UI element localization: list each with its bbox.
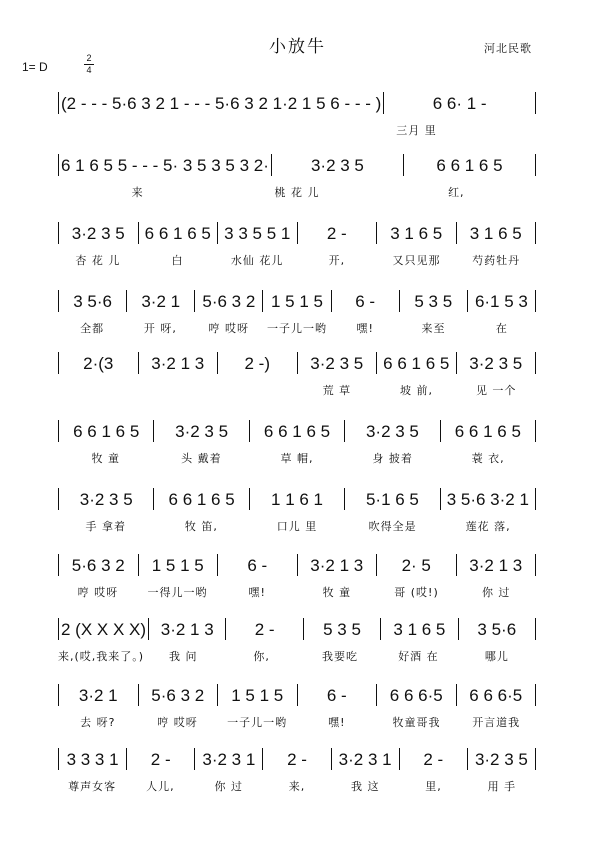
measure: 3·2 3 5 bbox=[474, 750, 528, 769]
measure: 5·6 3 2 bbox=[151, 686, 205, 705]
lyric-group bbox=[58, 122, 297, 138]
measure: 6 6 1 6 5 bbox=[454, 422, 521, 441]
measure: 3·2 1 bbox=[141, 292, 181, 311]
measure: 6 6 6·5 bbox=[469, 686, 523, 705]
lyric-group: 牧童哥我 bbox=[392, 716, 441, 729]
measure: 3 1 6 5 bbox=[393, 620, 446, 639]
lyric-group: 三月 里 bbox=[396, 124, 437, 137]
measure: 6 1 6 5 5 - - - 5· 3 5 3 5 3 2· bbox=[61, 156, 269, 175]
lyric-group: 身 披着 bbox=[372, 452, 413, 465]
measure: 3·2 1 bbox=[78, 686, 118, 705]
notes-row bbox=[58, 744, 536, 770]
lyric-group: 尊声女客 bbox=[68, 780, 117, 793]
lyric-group: 又只见那 bbox=[392, 254, 441, 267]
lyrics-row bbox=[58, 714, 536, 730]
measure: 1 5 1 5 bbox=[231, 686, 284, 705]
lyric-group: 来, bbox=[288, 780, 306, 793]
lyric-group: 坡 前, bbox=[400, 384, 434, 397]
lyric-group: 手 拿着 bbox=[85, 520, 127, 533]
lyric-group: 哼 哎呀 bbox=[208, 322, 249, 335]
lyric-group: 一子儿一哟 bbox=[227, 716, 288, 729]
measure: 6 6 1 6 5 bbox=[383, 354, 450, 373]
bar-line bbox=[535, 290, 536, 312]
lyric-group: 嘿! bbox=[248, 586, 266, 599]
lyrics-row bbox=[58, 778, 536, 794]
measure: 3 5·6 bbox=[477, 620, 517, 639]
notes-row bbox=[58, 416, 536, 442]
notation-system bbox=[58, 218, 536, 268]
bar-line bbox=[535, 488, 536, 510]
bar-line bbox=[535, 684, 536, 706]
measure: 3 1 6 5 bbox=[390, 224, 443, 243]
measure: 3·2 3 1 bbox=[338, 750, 392, 769]
lyric-group: 你, bbox=[253, 650, 270, 663]
lyric-group bbox=[58, 382, 138, 398]
notation-system bbox=[58, 484, 536, 534]
measure: 2 - bbox=[326, 224, 347, 243]
measure: 5 3 5 bbox=[323, 620, 361, 639]
measure: 6 - bbox=[326, 686, 347, 705]
lyrics-row bbox=[58, 648, 536, 664]
lyric-group: 牧 童 bbox=[322, 586, 352, 599]
measure: 3·2 3 5 bbox=[71, 224, 125, 243]
measure: 3·2 3 5 bbox=[469, 354, 523, 373]
lyric-group: 来 bbox=[131, 186, 144, 199]
lyric-group: 哼 哎呀 bbox=[77, 586, 119, 599]
measure: 2 - bbox=[287, 750, 307, 769]
lyric-group: 莲花 落, bbox=[465, 520, 511, 533]
lyric-group: 草 帽, bbox=[280, 452, 314, 465]
notation-system bbox=[58, 150, 536, 200]
song-source: 河北民歌 bbox=[484, 42, 532, 55]
lyrics-row bbox=[58, 518, 536, 534]
measure: 6 - bbox=[355, 292, 376, 311]
notation-system bbox=[58, 614, 536, 664]
lyric-group: 我 这 bbox=[351, 780, 380, 793]
measure: 2 -) bbox=[244, 354, 270, 373]
time-signature bbox=[84, 54, 94, 75]
lyric-group: 白 bbox=[171, 254, 184, 267]
notes-row bbox=[58, 348, 536, 374]
bar-line bbox=[535, 352, 536, 374]
measure: 5·6 3 2 bbox=[202, 292, 256, 311]
bar-line bbox=[535, 154, 536, 176]
notation-system bbox=[58, 680, 536, 730]
measure: 6 - bbox=[247, 556, 268, 575]
lyric-group: 口儿 里 bbox=[276, 520, 318, 533]
lyric-group: 嘿! bbox=[328, 716, 346, 729]
measure: 3 5·6 bbox=[73, 292, 112, 311]
lyric-group: 一子儿一哟 bbox=[266, 322, 327, 335]
bar-line bbox=[535, 554, 536, 576]
lyric-group: 你 过 bbox=[481, 586, 511, 599]
lyric-group: 来,(哎,我来了。) bbox=[58, 650, 145, 663]
measure: 3·2 3 5 bbox=[79, 490, 133, 509]
measure: 6 6 1 6 5 bbox=[168, 490, 235, 509]
lyrics-row bbox=[58, 122, 536, 138]
lyrics-row bbox=[58, 382, 536, 398]
measure: 3 3 5 5 1 bbox=[224, 224, 291, 243]
notes-row bbox=[58, 150, 536, 176]
lyrics-row bbox=[58, 252, 536, 268]
lyric-group: 水仙 花儿 bbox=[230, 254, 284, 267]
notation-system bbox=[58, 348, 536, 398]
lyric-group: 牧 笛, bbox=[184, 520, 218, 533]
notation-system bbox=[58, 286, 536, 336]
key-signature: 1= D bbox=[22, 60, 48, 74]
lyric-group: 哪儿 bbox=[484, 650, 509, 663]
measure: 2 - bbox=[423, 750, 444, 769]
lyric-group: 桃 花 儿 bbox=[274, 186, 320, 199]
lyric-group: 你 过 bbox=[214, 780, 243, 793]
bar-line bbox=[535, 618, 536, 640]
lyric-group: 头 戴着 bbox=[181, 452, 222, 465]
time-numerator: 2 bbox=[86, 53, 92, 63]
lyric-group: 来至 bbox=[421, 322, 446, 335]
lyric-group: 蓑 衣, bbox=[471, 452, 505, 465]
song-title: 小放牛 bbox=[269, 37, 326, 57]
notes-row bbox=[58, 550, 536, 576]
lyric-group: 人儿, bbox=[146, 780, 175, 793]
measure: 6 6 1 6 5 bbox=[144, 224, 211, 243]
lyric-group: 我要吃 bbox=[322, 650, 359, 663]
measure: 1 1 6 1 bbox=[271, 490, 324, 509]
measure: 3·2 1 3 bbox=[469, 556, 523, 575]
measure: 5·6 3 2 bbox=[71, 556, 125, 575]
bar-line bbox=[535, 92, 536, 114]
lyric-group: 见 一个 bbox=[475, 384, 517, 397]
measure: 3·2 3 5 bbox=[175, 422, 229, 441]
lyric-group bbox=[138, 382, 218, 398]
measure: 2·(3 bbox=[83, 354, 114, 373]
measure: 6 6 6·5 bbox=[389, 686, 443, 705]
notes-row bbox=[58, 88, 536, 114]
measure: 6 6 1 6 5 bbox=[436, 156, 503, 175]
measure: 5 3 5 bbox=[414, 292, 453, 311]
notes-row bbox=[58, 614, 536, 640]
lyric-group: 吹得全是 bbox=[368, 520, 417, 533]
lyric-group: 哥 (哎!) bbox=[394, 586, 439, 599]
measure: 3·2 1 3 bbox=[310, 556, 364, 575]
bar-line bbox=[535, 748, 536, 770]
lyric-group: 荒 草 bbox=[322, 384, 352, 397]
lyrics-row bbox=[58, 184, 536, 200]
measure: 6 6 1 6 5 bbox=[263, 422, 331, 441]
notation-system bbox=[58, 550, 536, 600]
lyric-group: 红, bbox=[448, 186, 465, 199]
lyric-group: 牧 童 bbox=[91, 452, 121, 465]
measure: 3 1 6 5 bbox=[469, 224, 522, 243]
measure: 3·2 1 3 bbox=[151, 354, 205, 373]
notes-row bbox=[58, 680, 536, 706]
notation-system bbox=[58, 88, 536, 138]
measure: (2 - - - 5·6 3 2 1 - - - 5·6 3 2 1·2 1 5 6 - - - ) bbox=[61, 94, 382, 113]
measure: 3·2 3 5 bbox=[310, 354, 364, 373]
lyric-group: 我 问 bbox=[169, 650, 198, 663]
lyric-group: 芍药牡丹 bbox=[472, 254, 521, 267]
measure: 2 - bbox=[150, 750, 171, 769]
lyrics-row bbox=[58, 320, 536, 336]
measure: 3 5·6 3·2 1 bbox=[446, 490, 529, 509]
measure: 3·2 3 5 bbox=[365, 422, 419, 441]
notes-row bbox=[58, 286, 536, 312]
measure: 6 6· 1 - bbox=[432, 94, 487, 113]
measure: 3·2 1 3 bbox=[160, 620, 214, 639]
lyric-group: 好酒 在 bbox=[398, 650, 439, 663]
measure: 2· 5 bbox=[401, 556, 431, 575]
lyric-group: 嘿! bbox=[356, 322, 374, 335]
lyric-group: 一得儿一哟 bbox=[147, 586, 208, 599]
measure: 2 - bbox=[254, 620, 275, 639]
notes-row bbox=[58, 484, 536, 510]
bar-line bbox=[535, 222, 536, 244]
measure: 1 5 1 5 bbox=[270, 292, 323, 311]
lyric-group: 在 bbox=[495, 322, 508, 335]
lyric-group: 杏 花 儿 bbox=[75, 254, 121, 267]
measure: 3·2 3 1 bbox=[202, 750, 256, 769]
notation-system bbox=[58, 416, 536, 466]
lyric-group: 哼 哎呀 bbox=[157, 716, 198, 729]
lyric-group: 用 手 bbox=[487, 780, 517, 793]
time-denominator: 4 bbox=[86, 65, 92, 75]
lyric-group: 开 呀, bbox=[143, 322, 177, 335]
lyric-group: 开, bbox=[328, 254, 346, 267]
measure: 2 (X X X X) bbox=[61, 620, 147, 639]
lyric-group: 全都 bbox=[80, 322, 105, 335]
measure: 1 5 1 5 bbox=[151, 556, 204, 575]
bar-line bbox=[535, 420, 536, 442]
notation-system bbox=[58, 744, 536, 794]
lyrics-row bbox=[58, 584, 536, 600]
notes-row bbox=[58, 218, 536, 244]
lyric-group bbox=[217, 382, 297, 398]
measure: 5·1 6 5 bbox=[365, 490, 419, 509]
measure: 6·1 5 3 bbox=[474, 292, 528, 311]
lyric-group: 里, bbox=[425, 780, 442, 793]
lyric-group: 去 呀? bbox=[80, 716, 116, 729]
measure: 3 3 3 1 bbox=[66, 750, 119, 769]
measure: 3·2 3 5 bbox=[310, 156, 364, 175]
measure: 6 6 1 6 5 bbox=[73, 422, 140, 441]
lyric-group: 开言道我 bbox=[472, 716, 521, 729]
lyrics-row bbox=[58, 450, 536, 466]
